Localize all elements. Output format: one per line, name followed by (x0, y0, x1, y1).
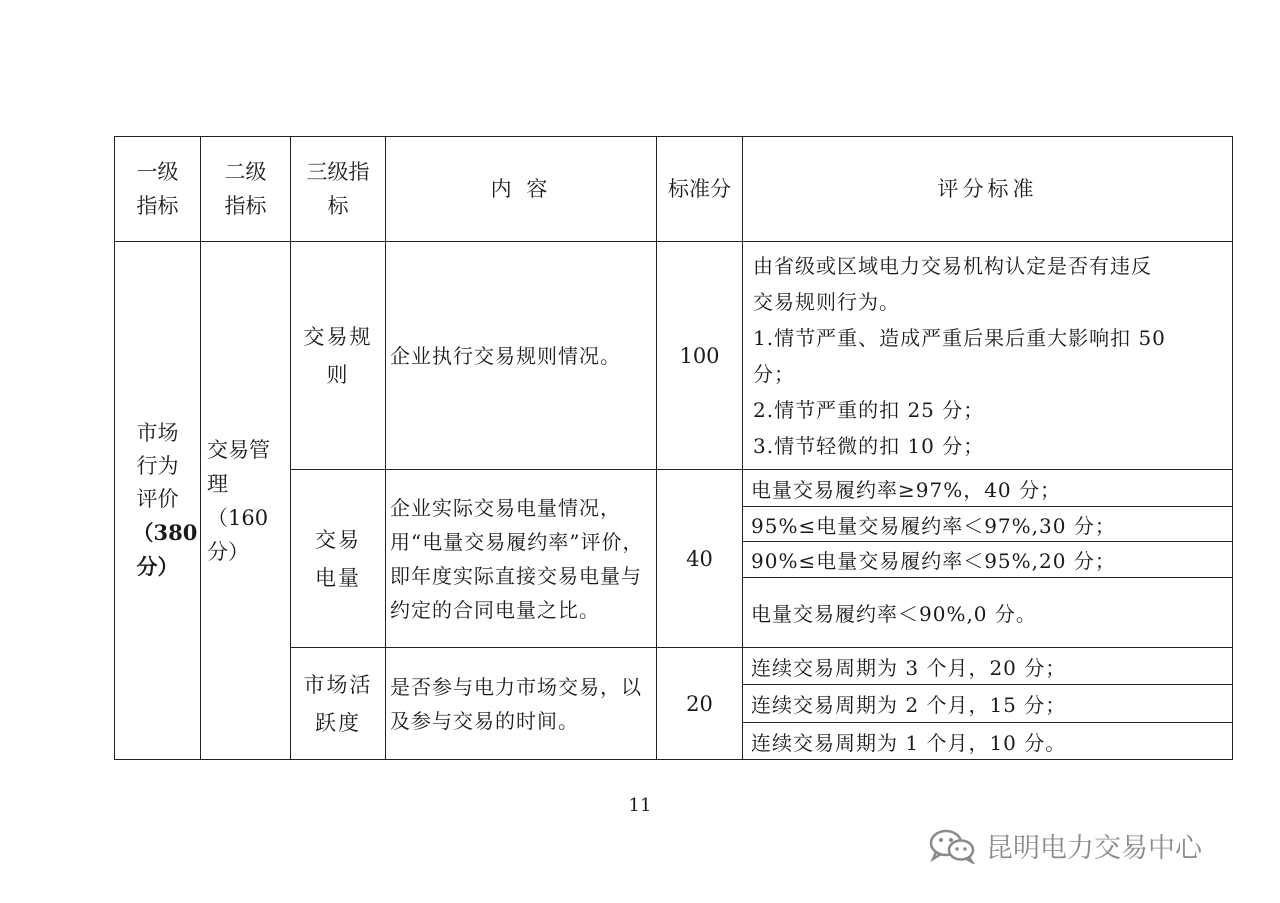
criteria-line: 90%≤电量交易履约率＜95%,20 分； (743, 542, 1232, 578)
table-header-row (115, 137, 1233, 242)
wechat-icon (928, 828, 978, 864)
content-cell: 企业执行交易规则情况。 (386, 242, 657, 470)
level1-score: （380分） (132, 520, 198, 579)
criteria-line: 1.情节严重、造成严重后果后重大影响扣 50 (753, 326, 1166, 350)
score-cell: 40 (657, 470, 743, 648)
criteria-line: 电量交易履约率＜90%,0 分。 (751, 601, 1037, 626)
criteria-cell (743, 648, 1233, 760)
score-cell: 100 (657, 242, 743, 470)
level2-cell (201, 242, 291, 760)
indicator-name: 交易规则 (303, 324, 373, 387)
indicator-name: 交易电量 (315, 527, 361, 590)
level2-name: 交易管理（160分） (207, 437, 270, 564)
table-row (115, 242, 1233, 470)
level1-cell (115, 242, 201, 760)
indicator-cell (291, 242, 386, 470)
indicator-cell (291, 648, 386, 760)
criteria-cell (743, 242, 1233, 470)
header-level3: 三级指标 (291, 137, 386, 242)
header-level2: 二级指标 (201, 137, 291, 242)
header-level1: 一级指标 (115, 137, 201, 242)
indicator-cell (291, 470, 386, 648)
criteria-line: 由省级或区域电力交易机构认定是否有违反 (753, 254, 1152, 278)
content-cell: 企业实际交易电量情况，用“电量交易履约率”评价，即年度实际直接交易电量与约定的合同电量之比。 (386, 470, 657, 648)
indicator-name: 市场活跃度 (303, 672, 373, 735)
criteria-cell (743, 470, 1233, 648)
header-standard-score: 标准分 (657, 137, 743, 242)
criteria-line: 95%≤电量交易履约率＜97%,30 分； (743, 507, 1232, 542)
criteria-line: 交易规则行为。 (753, 290, 900, 314)
header-content: 内 容 (386, 137, 657, 242)
level1-name: 市场行为评价 (136, 421, 179, 511)
page-number: 11 (628, 795, 652, 816)
criteria-line: 连续交易周期为 3 个月，20 分； (743, 648, 1232, 685)
criteria-line: 连续交易周期为 1 个月，10 分。 (751, 730, 1067, 755)
header-criteria: 评分标准 (743, 137, 1233, 242)
watermark (928, 826, 1202, 865)
criteria-line: 3.情节轻微的扣 10 分； (753, 434, 985, 458)
criteria-line: 分； (753, 362, 795, 386)
content-cell: 是否参与电力市场交易，以及参与交易的时间。 (386, 648, 657, 760)
criteria-line: 电量交易履约率≥97%，40 分； (743, 470, 1232, 507)
score-cell: 20 (657, 648, 743, 760)
watermark-text: 昆明电力交易中心 (986, 833, 1202, 864)
evaluation-table (114, 136, 1233, 760)
criteria-line: 连续交易周期为 2 个月，15 分； (743, 685, 1232, 723)
criteria-line: 2.情节严重的扣 25 分； (753, 398, 985, 422)
